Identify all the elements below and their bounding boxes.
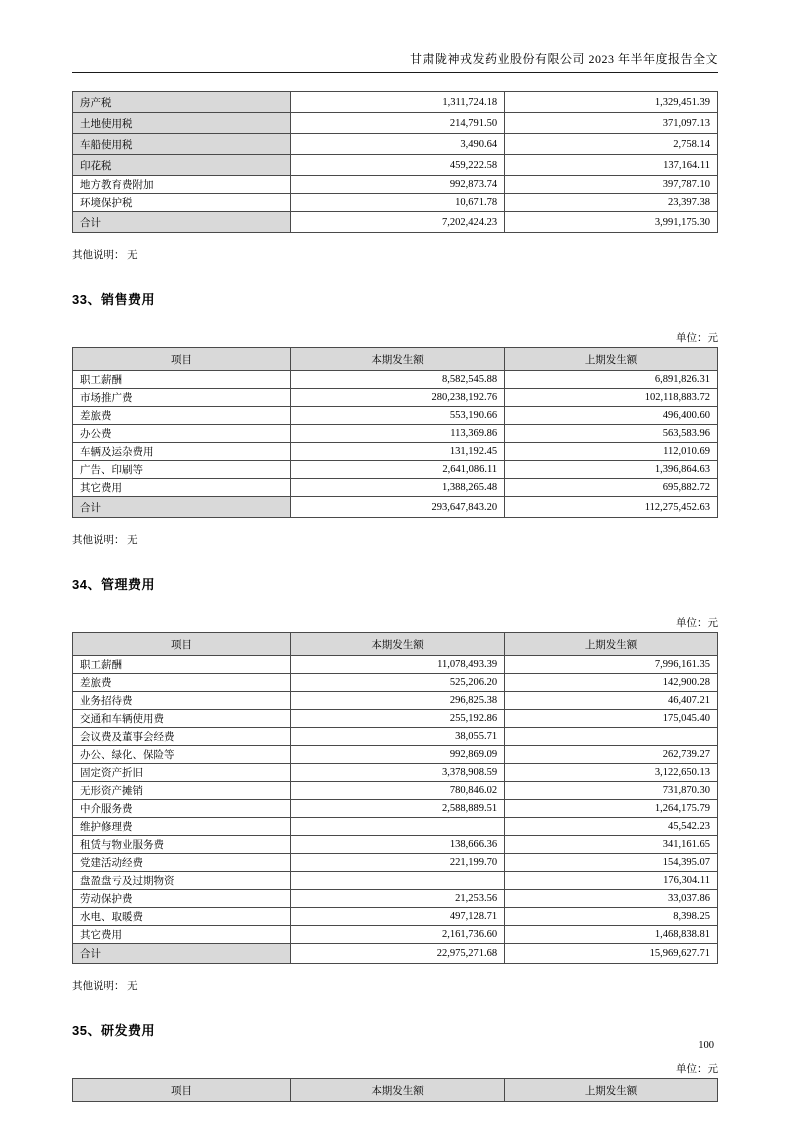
current-period-value: 1,388,265.48 (291, 479, 505, 497)
other-note: 其他说明： 无 (72, 250, 138, 261)
row-label: 交通和车辆使用费 (73, 710, 291, 728)
prior-period-value: 137,164.11 (505, 155, 718, 176)
table-row (73, 674, 718, 692)
row-label: 市场推广费 (73, 389, 291, 407)
table-row (73, 443, 718, 461)
row-label: 合计 (73, 944, 291, 964)
column-header: 上期发生额 (505, 348, 718, 371)
prior-period-value: 3,122,650.13 (505, 764, 718, 782)
row-label: 土地使用税 (73, 113, 291, 134)
current-period-value: 459,222.58 (291, 155, 505, 176)
row-label: 合计 (73, 497, 291, 518)
other-note: 其他说明： 无 (72, 535, 138, 546)
row-label: 差旅费 (73, 407, 291, 425)
table-row (73, 926, 718, 944)
prior-period-value: 695,882.72 (505, 479, 718, 497)
column-header: 本期发生额 (291, 1079, 505, 1102)
current-period-value: 280,238,192.76 (291, 389, 505, 407)
prior-period-value: 6,891,826.31 (505, 371, 718, 389)
prior-period-value: 46,407.21 (505, 692, 718, 710)
table-row (73, 389, 718, 407)
table-header-row (73, 1079, 718, 1102)
prior-period-value: 1,396,864.63 (505, 461, 718, 479)
table-row (73, 710, 718, 728)
table-row (73, 854, 718, 872)
prior-period-value: 45,542.23 (505, 818, 718, 836)
prior-period-value: 731,870.30 (505, 782, 718, 800)
table-row (73, 113, 718, 134)
row-label: 无形资产摊销 (73, 782, 291, 800)
table-row (73, 656, 718, 674)
row-label: 劳动保护费 (73, 890, 291, 908)
prior-period-value: 8,398.25 (505, 908, 718, 926)
section-taxes-continuation (72, 91, 718, 262)
current-period-value: 293,647,843.20 (291, 497, 505, 518)
row-label: 广告、印刷等 (73, 461, 291, 479)
page-number: 100 (698, 1040, 714, 1051)
prior-period-value: 496,400.60 (505, 407, 718, 425)
prior-period-value: 23,397.38 (505, 194, 718, 212)
current-period-value: 2,641,086.11 (291, 461, 505, 479)
row-label: 职工薪酬 (73, 371, 291, 389)
current-period-value: 113,369.86 (291, 425, 505, 443)
current-period-value: 3,490.64 (291, 134, 505, 155)
current-period-value: 2,588,889.51 (291, 800, 505, 818)
admin-expenses-table (72, 632, 718, 964)
row-label: 差旅费 (73, 674, 291, 692)
table-row (73, 728, 718, 746)
current-period-value: 497,128.71 (291, 908, 505, 926)
column-header: 本期发生额 (291, 348, 505, 371)
table-row (73, 764, 718, 782)
column-header: 项目 (73, 1079, 291, 1102)
prior-period-value: 1,264,175.79 (505, 800, 718, 818)
section-35-title: 35、研发费用 (72, 1023, 155, 1038)
current-period-value: 296,825.38 (291, 692, 505, 710)
column-header: 项目 (73, 348, 291, 371)
prior-period-value: 7,996,161.35 (505, 656, 718, 674)
prior-period-value: 341,161.65 (505, 836, 718, 854)
table-header-row (73, 633, 718, 656)
table-row (73, 890, 718, 908)
row-label: 车船使用税 (73, 134, 291, 155)
prior-period-value: 563,583.96 (505, 425, 718, 443)
table-row (73, 176, 718, 194)
current-period-value: 22,975,271.68 (291, 944, 505, 964)
table-row (73, 746, 718, 764)
total-row (73, 212, 718, 233)
table-row (73, 479, 718, 497)
row-label: 中介服务费 (73, 800, 291, 818)
prior-period-value: 397,787.10 (505, 176, 718, 194)
row-label: 房产税 (73, 92, 291, 113)
other-note: 其他说明： 无 (72, 981, 138, 992)
total-row (73, 944, 718, 964)
row-label: 党建活动经费 (73, 854, 291, 872)
selling-expenses-table (72, 347, 718, 518)
column-header: 项目 (73, 633, 291, 656)
row-label: 印花税 (73, 155, 291, 176)
section-rd-expenses (72, 1020, 718, 1102)
current-period-value: 992,869.09 (291, 746, 505, 764)
table-row (73, 134, 718, 155)
prior-period-value: 262,739.27 (505, 746, 718, 764)
prior-period-value: 33,037.86 (505, 890, 718, 908)
prior-period-value: 154,395.07 (505, 854, 718, 872)
current-period-value: 255,192.86 (291, 710, 505, 728)
current-period-value: 138,666.36 (291, 836, 505, 854)
prior-period-value: 3,991,175.30 (505, 212, 718, 233)
current-period-value: 3,378,908.59 (291, 764, 505, 782)
section-admin-expenses (72, 574, 718, 993)
current-period-value: 38,055.71 (291, 728, 505, 746)
report-header-title: 甘肃陇神戎发药业股份有限公司 2023 年半年度报告全文 (72, 50, 718, 73)
table-row (73, 425, 718, 443)
current-period-value: 7,202,424.23 (291, 212, 505, 233)
current-period-value: 221,199.70 (291, 854, 505, 872)
current-period-value: 780,846.02 (291, 782, 505, 800)
rd-expenses-table (72, 1078, 718, 1102)
current-period-value: 992,873.74 (291, 176, 505, 194)
column-header: 上期发生额 (505, 633, 718, 656)
row-label: 固定资产折旧 (73, 764, 291, 782)
table-row (73, 692, 718, 710)
current-period-value: 21,253.56 (291, 890, 505, 908)
current-period-value: 8,582,545.88 (291, 371, 505, 389)
row-label: 水电、取暖费 (73, 908, 291, 926)
row-label: 维护修理费 (73, 818, 291, 836)
row-label: 职工薪酬 (73, 656, 291, 674)
prior-period-value: 112,010.69 (505, 443, 718, 461)
row-label: 盘盈盘亏及过期物资 (73, 872, 291, 890)
table-header-row (73, 348, 718, 371)
prior-period-value: 175,045.40 (505, 710, 718, 728)
column-header: 上期发生额 (505, 1079, 718, 1102)
prior-period-value: 15,969,627.71 (505, 944, 718, 964)
row-label: 地方教育费附加 (73, 176, 291, 194)
current-period-value: 553,190.66 (291, 407, 505, 425)
row-label: 环境保护税 (73, 194, 291, 212)
current-period-value: 10,671.78 (291, 194, 505, 212)
row-label: 其它费用 (73, 479, 291, 497)
prior-period-value: 142,900.28 (505, 674, 718, 692)
current-period-value (291, 818, 505, 836)
current-period-value: 525,206.20 (291, 674, 505, 692)
table-row (73, 908, 718, 926)
prior-period-value: 176,304.11 (505, 872, 718, 890)
prior-period-value (505, 728, 718, 746)
row-label: 租赁与物业服务费 (73, 836, 291, 854)
prior-period-value: 1,329,451.39 (505, 92, 718, 113)
table-row (73, 872, 718, 890)
table-row (73, 836, 718, 854)
section-34-title: 34、管理费用 (72, 577, 155, 592)
unit-label: 单位：元 (676, 1064, 718, 1075)
table-row (73, 371, 718, 389)
current-period-value (291, 872, 505, 890)
taxes-table (72, 91, 718, 233)
row-label: 业务招待费 (73, 692, 291, 710)
section-33-title: 33、销售费用 (72, 292, 155, 307)
table-row (73, 800, 718, 818)
total-row (73, 497, 718, 518)
row-label: 车辆及运杂费用 (73, 443, 291, 461)
table-row (73, 818, 718, 836)
unit-label: 单位：元 (676, 333, 718, 344)
current-period-value: 214,791.50 (291, 113, 505, 134)
prior-period-value: 1,468,838.81 (505, 926, 718, 944)
row-label: 其它费用 (73, 926, 291, 944)
table-row (73, 194, 718, 212)
prior-period-value: 2,758.14 (505, 134, 718, 155)
table-row (73, 92, 718, 113)
column-header: 本期发生额 (291, 633, 505, 656)
current-period-value: 1,311,724.18 (291, 92, 505, 113)
prior-period-value: 112,275,452.63 (505, 497, 718, 518)
row-label: 会议费及董事会经费 (73, 728, 291, 746)
section-selling-expenses (72, 289, 718, 547)
table-row (73, 461, 718, 479)
row-label: 办公费 (73, 425, 291, 443)
table-row (73, 407, 718, 425)
current-period-value: 2,161,736.60 (291, 926, 505, 944)
row-label: 办公、绿化、保险等 (73, 746, 291, 764)
prior-period-value: 371,097.13 (505, 113, 718, 134)
row-label: 合计 (73, 212, 291, 233)
current-period-value: 131,192.45 (291, 443, 505, 461)
table-row (73, 155, 718, 176)
table-row (73, 782, 718, 800)
prior-period-value: 102,118,883.72 (505, 389, 718, 407)
current-period-value: 11,078,493.39 (291, 656, 505, 674)
unit-label: 单位：元 (676, 618, 718, 629)
